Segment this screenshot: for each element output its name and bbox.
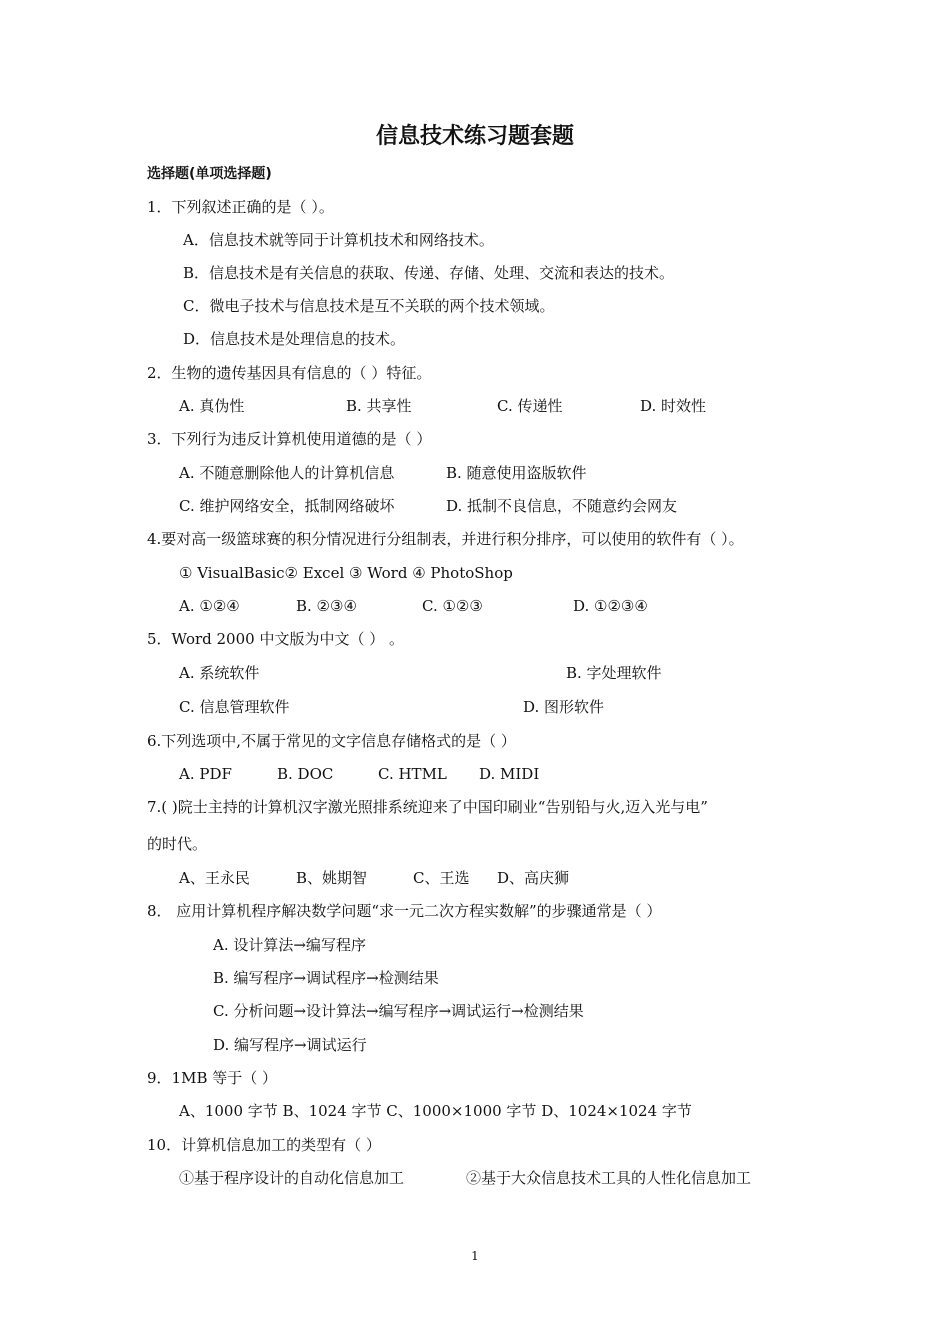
question-1-option-a: A．信息技术就等同于计算机技术和网络技术。 xyxy=(183,231,494,249)
question-9-options: A、1000 字节 B、1024 字节 C、1000×1000 字节 D、1024×1024 字节 xyxy=(179,1102,692,1120)
question-10-stem: 10．计算机信息加工的类型有（ ） xyxy=(147,1136,381,1154)
question-7-option-b: B、姚期智 xyxy=(296,869,368,887)
question-4-option-d: D. ①②③④ xyxy=(573,597,648,615)
question-8-stem: 8． 应用计算机程序解决数学问题“求一元二次方程实数解”的步骤通常是（ ） xyxy=(147,902,662,920)
question-3-option-d: D. 抵制不良信息，不随意约会网友 xyxy=(446,497,678,515)
question-7-stem: 7.( )院士主持的计算机汉字激光照排系统迎来了中国印刷业“告别铅与火,迈入光与电” xyxy=(147,798,708,816)
question-3-stem: 3．下列行为违反计算机使用道德的是（ ） xyxy=(147,430,432,448)
question-4-option-a: A. ①②④ xyxy=(179,597,240,615)
question-4-stem: 4.要对高一级篮球赛的积分情况进行分组制表，并进行积分排序，可以使用的软件有（ ）。 xyxy=(147,530,744,548)
question-6-stem: 6.下列选项中,不属于常见的文字信息存储格式的是（ ） xyxy=(147,732,516,750)
question-4-option-b: B. ②③④ xyxy=(296,597,357,615)
question-6-option-d: D. MIDI xyxy=(479,765,540,783)
question-6-option-b: B. DOC xyxy=(277,765,334,783)
question-7-option-c: C、王选 xyxy=(413,869,470,887)
question-3-option-a: A. 不随意删除他人的计算机信息 xyxy=(179,464,395,482)
question-10-option-1: ①基于程序设计的自动化信息加工 xyxy=(179,1169,405,1187)
question-5-option-d: D. 图形软件 xyxy=(523,698,605,716)
document-title: 信息技术练习题套题 xyxy=(375,124,574,149)
question-8-option-d: D. 编写程序→调试运行 xyxy=(213,1036,367,1054)
question-1-stem: 1．下列叙述正确的是（ ）。 xyxy=(147,198,334,216)
question-1-option-d: D．信息技术是处理信息的技术。 xyxy=(183,330,406,348)
question-5-stem: 5．Word 2000 中文版为中文（ ） 。 xyxy=(147,630,404,648)
question-9-stem: 9．1MB 等于（ ） xyxy=(147,1069,278,1087)
question-8-option-c: C. 分析问题→设计算法→编写程序→调试运行→检测结果 xyxy=(213,1002,584,1020)
question-2-option-c: C. 传递性 xyxy=(497,397,563,415)
question-2-option-b: B. 共享性 xyxy=(346,397,412,415)
question-5-option-a: A. 系统软件 xyxy=(179,664,260,682)
question-6-option-c: C. HTML xyxy=(378,765,447,783)
question-8-option-a: A. 设计算法→编写程序 xyxy=(213,936,366,954)
question-7-option-d: D、高庆狮 xyxy=(497,869,570,887)
question-7-stem-continued: 的时代。 xyxy=(147,835,208,853)
question-5-option-c: C. 信息管理软件 xyxy=(179,698,290,716)
question-4-software-list: ① VisualBasic② Excel ③ Word ④ PhotoShop xyxy=(179,564,513,582)
question-6-option-a: A. PDF xyxy=(179,765,232,783)
question-2-option-d: D. 时效性 xyxy=(640,397,707,415)
question-10-option-2: ②基于大众信息技术工具的人性化信息加工 xyxy=(466,1169,752,1187)
question-7-option-a: A、王永民 xyxy=(179,869,250,887)
question-3-option-c: C. 维护网络安全，抵制网络破坏 xyxy=(179,497,395,515)
question-1-option-c: C．微电子技术与信息技术是互不关联的两个技术领域。 xyxy=(183,297,555,315)
question-4-option-c: C. ①②③ xyxy=(422,597,483,615)
question-2-option-a: A. 真伪性 xyxy=(179,397,245,415)
question-8-option-b: B. 编写程序→调试程序→检测结果 xyxy=(213,969,439,987)
section-heading: 选择题(单项选择题) xyxy=(147,166,272,182)
question-2-stem: 2．生物的遗传基因具有信息的（ ）特征。 xyxy=(147,364,432,382)
page-number: 1 xyxy=(471,1249,479,1263)
question-3-option-b: B. 随意使用盗版软件 xyxy=(446,464,587,482)
question-1-option-b: B．信息技术是有关信息的获取、传递、存储、处理、交流和表达的技术。 xyxy=(183,264,675,282)
question-5-option-b: B. 字处理软件 xyxy=(566,664,662,682)
